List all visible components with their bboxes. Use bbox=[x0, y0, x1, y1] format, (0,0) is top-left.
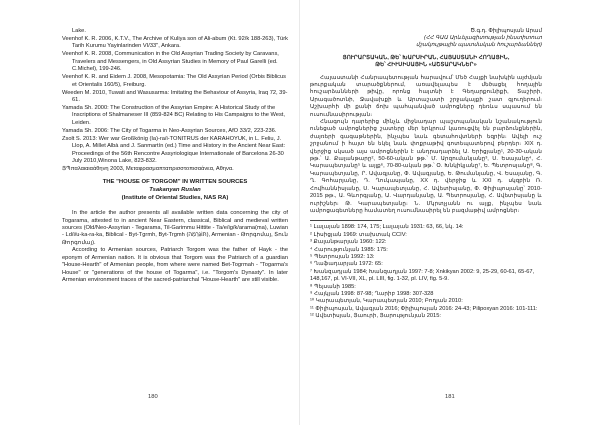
page-number-right: 181 bbox=[445, 394, 455, 400]
title-line: ԹԵ՝ ՀԻՒՍԻՍԱՅԻՆ «ԱՇՏԱՐԱԿՆԵՐ» bbox=[375, 62, 477, 69]
footnote: ⁶ Ղաֆադարյան 1972: 65: bbox=[310, 261, 383, 268]
article-institution: (Institute of Oriental Studies, NAS RA) bbox=[121, 194, 229, 201]
body-paragraph: Հնագույն դարերից մինչև միջնադար պաշտպանական նշանակություն ունեցած ամրոցներից շատերը մեր երկրում կառուցվել են բարձունքներին, ժայռերի գագաթներին, ինչպես նաև գետահովտների եզրին։ Ավելի ուշ շրջանում ի հայտ են եկել նաև փոքրաթիվ գոտեպատերով բերդեր։ XIX դ. վերջից սկսած այս ամրոցներին է անդրադարձել Ա. Երիցյանը¹, 20-30-ական թթ.՝ Ա. Քալանթարը², 50-60-ական թթ.՝ Մ. Արզումանյանը³, Ս. Եսայանը⁴, Հ. Կարապետյանը⁵ և այլք⁶, 70-80-ական թթ.՝ Օ. Խնկիկյանը⁷, Ե. Պետրոսյանը⁸, Գ. Կարապետյանը, Ր. Ավագյանը, Փ. Ավագյանը, Ե. Թումանյանը, Վ. Եսայանը, Գ. Ղ. Գոհարյանը, Դ. Ղուկասյանը, XX դ. վերջից և XXI դ. սկզբին Ռ. Հովհաննիսյանը, Ս. Կարապետյանը, Հ. Ավետիսյանը, Փ. Փիլիպոսյանը՝ 2010-2015 թթ., Ա. Գևորգյանը, Ա. Վարդանյանը, Ա. Պետրոսյանը, Հ. Ավետիսյանը և ուրիշներ։ Թ. Կարապետյանը։ Ն. Մկրտչյանն ու այլք, ինչպես նաև ամրոցագետները համատեղ ուսումնասիրել են բազմաթիվ ամրոցներ։ bbox=[310, 119, 542, 214]
footnote: ¹¹ Փիլիպոսյան, Ավագյան 2016; Փիլիպոսյան 2016: 24-43; Pilipoxyan 2016: 101-111: bbox=[310, 305, 538, 312]
reference-entry: Yamada Sh. 2000: The Construction of the Assyrian Empire: A Historical Study of the Inscriptions of Shalmaneser III (859-824 BC) Relating to His Campaigns to the West, Leiden. bbox=[62, 105, 285, 126]
footnote: ⁴ Հարությունյան 1985: 175: bbox=[310, 246, 388, 253]
article-title: THE "HOUSE OF TORGOM" IN WRITTEN SOURCES bbox=[102, 179, 248, 186]
footnote-rule bbox=[310, 220, 382, 221]
article-author: Tsakanyan Ruslan bbox=[149, 187, 201, 194]
institution-header: (ՀՀ ԳԱԱ Արևելագիտության ինստիտուտ bbox=[424, 35, 542, 41]
reference-entry: ՅՊπαλαιαιαάθηνη 2003, Μεταφρασμαπταπρισστοπισαάνεα, Αθηνα. bbox=[62, 166, 234, 173]
footnote: ⁹ Հայկյան 1998: 87-98; Ղարիբ 1998: 307-328 bbox=[310, 290, 434, 297]
abstract-paragraph: In the article the author presents all available written data concerning the city of Togarama, attested to in ancient Near Eastern, classical, Biblical and medieval written sources (Old/Neo-Assyrian - Tegarama, Til-Garimmu Hittite - Ta/e/ig/k/arama(ma), Luwian - Ld/i/u-ka-ra-ka, Biblical - Byt-Tgrmh, Byt-Trgmh (תּוֹגַרְמָה), Armenian - Թորգոմայ, Տուն Թորգոմայ). bbox=[62, 210, 288, 246]
right-page bbox=[300, 0, 600, 425]
reference-entry: Zsolt S. 2013: Wer war Großkönig (Ia)-ra/i-TONITRUS der KARAHOYUK, in L. Feliu, J. Llop, A. Millet Albà and J. Sanmartín (ed.) Time and History in the Ancient Near East: Proceedings of the 56th Rencontre Assyriologique Internationale of Barcelona 26-30 July 2010,Winona Lake, 823-832. bbox=[62, 135, 286, 165]
reference-entry: Veenhof K. R. 2006, K.T.V., The Archive of Kuliya son of Ali-abum (Kt. 92/k 188-263), Türk Tarih Kurumu Yayinlarinden VI/33", Ankara. bbox=[62, 36, 288, 50]
abstract-paragraph: According to Armenian sources, Patriarch Torgom was the father of Hayk - the eponym of Armenian nation. It is obvious that Torgom was the Patriarch of a guardian "House-Hearth" of Armenian people, from where were named Bet-Togrmah - "Togarma's House" or "generations of the house of Togarma", i.e. "Torgom's Dynasty". In later Armenian environment traces of the sacred-patriarchal "House-Hearth" are still visible. bbox=[62, 247, 288, 283]
reference-entry: Veenhof K. R. and Eidem J. 2008, Mesopotamia: The Old Assyrian Period (Orbis Biblicus et Orientalis 160/5), Freiburg. bbox=[62, 74, 287, 88]
page-number-left: 180 bbox=[148, 394, 158, 400]
footnote: ⁵ Պետրոսյան 1992: 13: bbox=[310, 253, 375, 260]
footnote: ⁷ Խանզադյան 1984; Խանզադյան 1997: 7-8; Xnkikyan 2002: 9, 25-29, 60-61, 65-67, 148,167, pl. VI-VII, XL, pl. LIII, fig. 1-32, pl. LIV, fig. 5-9. bbox=[310, 268, 535, 283]
reference-entry: Weeden M. 2010, Tuwati and Wasusarma: Imitating the Behaviour of Assyria, Iraq 72, 39-61. bbox=[62, 89, 288, 104]
reference-entry: Yamada Sh. 2006: The City of Togarma in Neo-Assyrian Sources, AfO 33/2, 223-236. bbox=[62, 127, 277, 134]
body-paragraph: Հայաստանի Հանրապետության հարավում՝ Մեծ Հայքի նախկին այժմյան թուրքական տարածքներում, առավելապես է մեծացել հողային հուշարձանների թիվը, որոնց հայտնի է Գեղարքունիքի, Տաշիրի, Արագածոտնի, Ջավախքի և Արտաշատի շրջակայքի շատ գյուղերում։ Աշխարհի մի քանի ճոխ պահպանված ամրոցները դեռևս սպասում են ուսումնասիրության։ bbox=[310, 74, 542, 118]
footnote: ² Լիսիցյան 1969: տախտակ CCIV: bbox=[310, 231, 407, 238]
left-column bbox=[62, 28, 288, 284]
footnote: ¹ Լալայան 1898: 174, 175; Լալայան 1931: 63, 66, նկ. 14: bbox=[310, 224, 464, 231]
article-title-block bbox=[62, 179, 288, 202]
article-title-armenian bbox=[310, 55, 542, 70]
right-column bbox=[310, 28, 542, 321]
footnote: ¹² Ավետիսյան, Յաուրի, Յարությունյան 2015: bbox=[310, 313, 441, 320]
footnote: ³ Քալանթարյան 1960: 122: bbox=[310, 239, 387, 246]
title-line: ՅՈՒՐԱՐՏԱԿԱՆ, ԹԵ՝ ԽԱՐՍԻՐԱՆ, ՀԱՅԱՍՏԱՆԻ ՀՈՂԱՅԻՆ, bbox=[342, 55, 510, 61]
reference-entry: Veenhof K. R. 2008, Communication in the Old Assyrian Trading Society by Caravans, Travelers and Messengers, in Old Assyrian Studies in Memory of Paul Garelli (ed. C.Michel), 199-246. bbox=[62, 51, 279, 73]
footnote: ¹⁰ Կարապետյան, Կարապետյան 2010; Բոդյան 2010: bbox=[310, 298, 463, 305]
author-header: Ծ.գ.դ. Փիլիպոսյան Արամ bbox=[470, 28, 542, 34]
footnote: ⁸ Պեյսանի 1985: bbox=[310, 283, 356, 290]
institution-header-2: մշակույթային պատմական հուշարձաններ) bbox=[415, 42, 542, 48]
reference-continuation: Lake. bbox=[72, 28, 86, 34]
